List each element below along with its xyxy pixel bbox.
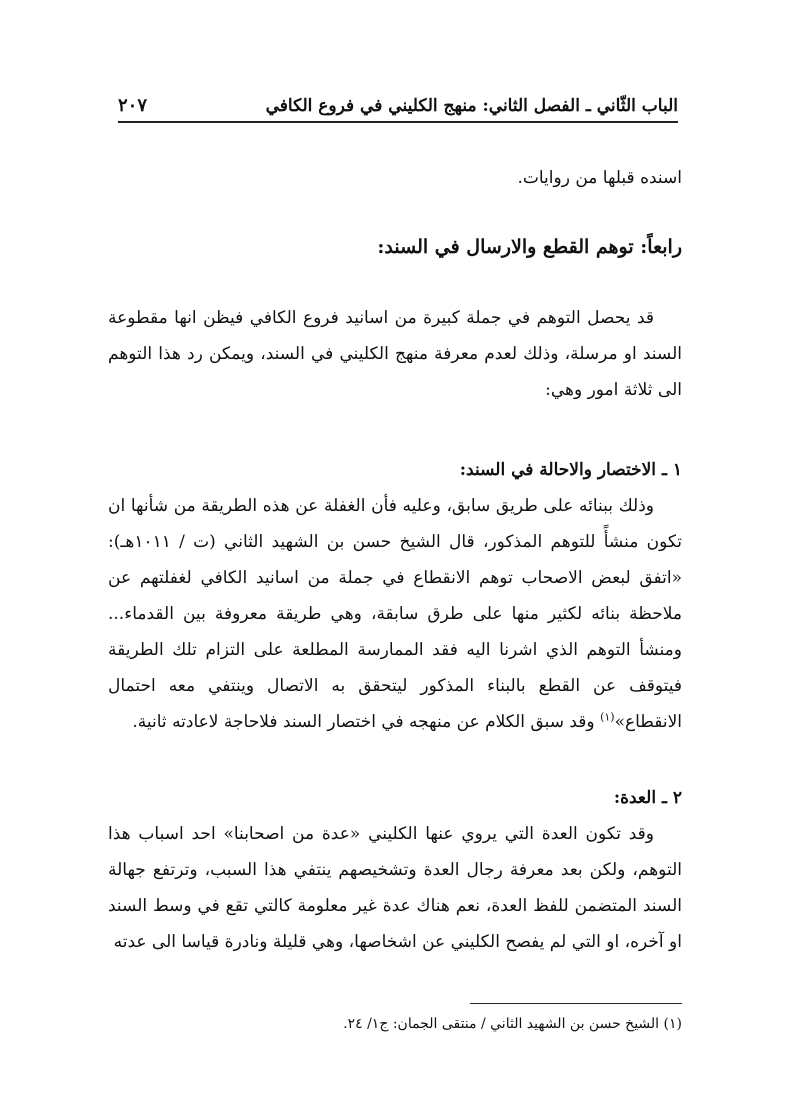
paragraph-abbreviation-tail: وقد سبق الكلام عن منهجه في اختصار السند فلاحاجة لاعادته ثانية. xyxy=(132,712,601,732)
running-title: الباب الثّاني ـ الفصل الثاني: منهج الكليني في فروع الكافي xyxy=(265,96,678,116)
paragraph-abbreviation xyxy=(108,488,682,740)
page-header xyxy=(118,88,678,116)
section-heading: رابعاً: توهم القطع والارسال في السند: xyxy=(377,236,682,258)
footnote: (١) الشيخ حسن بن الشهيد الثاني / منتقى الجمان: ج١/ ٢٤. xyxy=(343,1016,682,1032)
paragraph-abbreviation-text: وذلك ببنائه على طريق سابق، وعليه فأن الغفلة عن هذه الطريقة من شأنها ان تكون منشأً للتوهم المذكور، قال الشيخ حسن بن الشهيد الثاني (ت / ١٠١١هـ): «اتفق لبعض الاصحاب توهم الانقطاع في جملة من اسانيد الكافي لغفلتهم عن ملاحظة بنائه لكثير منها على طرق سابقة، وهي طريقة معروفة بين القدماء... ومنشأ التوهم الذي اشرنا اليه فقد الممارسة المطلعة على التزام تلك الطريقة فيتوقف عن القطع بالبناء المذكور ليتحقق به الاتصال وينتفي معه احتمال الانقطاع» xyxy=(108,496,682,732)
header-rule xyxy=(118,121,678,123)
subheading-abbreviation: ١ ـ الاختصار والاحالة في السند: xyxy=(459,460,682,480)
footnote-rule xyxy=(470,1003,682,1004)
page-number: ٢٠٧ xyxy=(118,95,148,116)
footnote-marker[interactable]: (١) xyxy=(600,710,615,724)
paragraph-idda: وقد تكون العدة التي يروي عنها الكليني «عدة من اصحابنا» احد اسباب هذا التوهم، ولكن بعد معرفة رجال العدة وتشخيصهم ينتفي هذا السبب، وترتفع جهالة السند المتضمن للفظ العدة، نعم هناك عدة غير معلومة كالتي تقع في وسط السند او آخره، او التي لم يفصح الكليني عن اشخاصها، وهي قليلة ونادرة قياسا الى عدته xyxy=(108,824,682,952)
paragraph-continuation: اسنده قبلها من روايات. xyxy=(517,168,682,188)
subheading-idda: ٢ ـ العدة: xyxy=(613,788,682,808)
paragraph-intro: قد يحصل التوهم في جملة كبيرة من اسانيد فروع الكافي فيظن انها مقطوعة السند او مرسلة، وذلك لعدم معرفة منهج الكليني في السند، ويمكن رد هذا التوهم الى ثلاثة امور وهي: xyxy=(108,308,683,400)
